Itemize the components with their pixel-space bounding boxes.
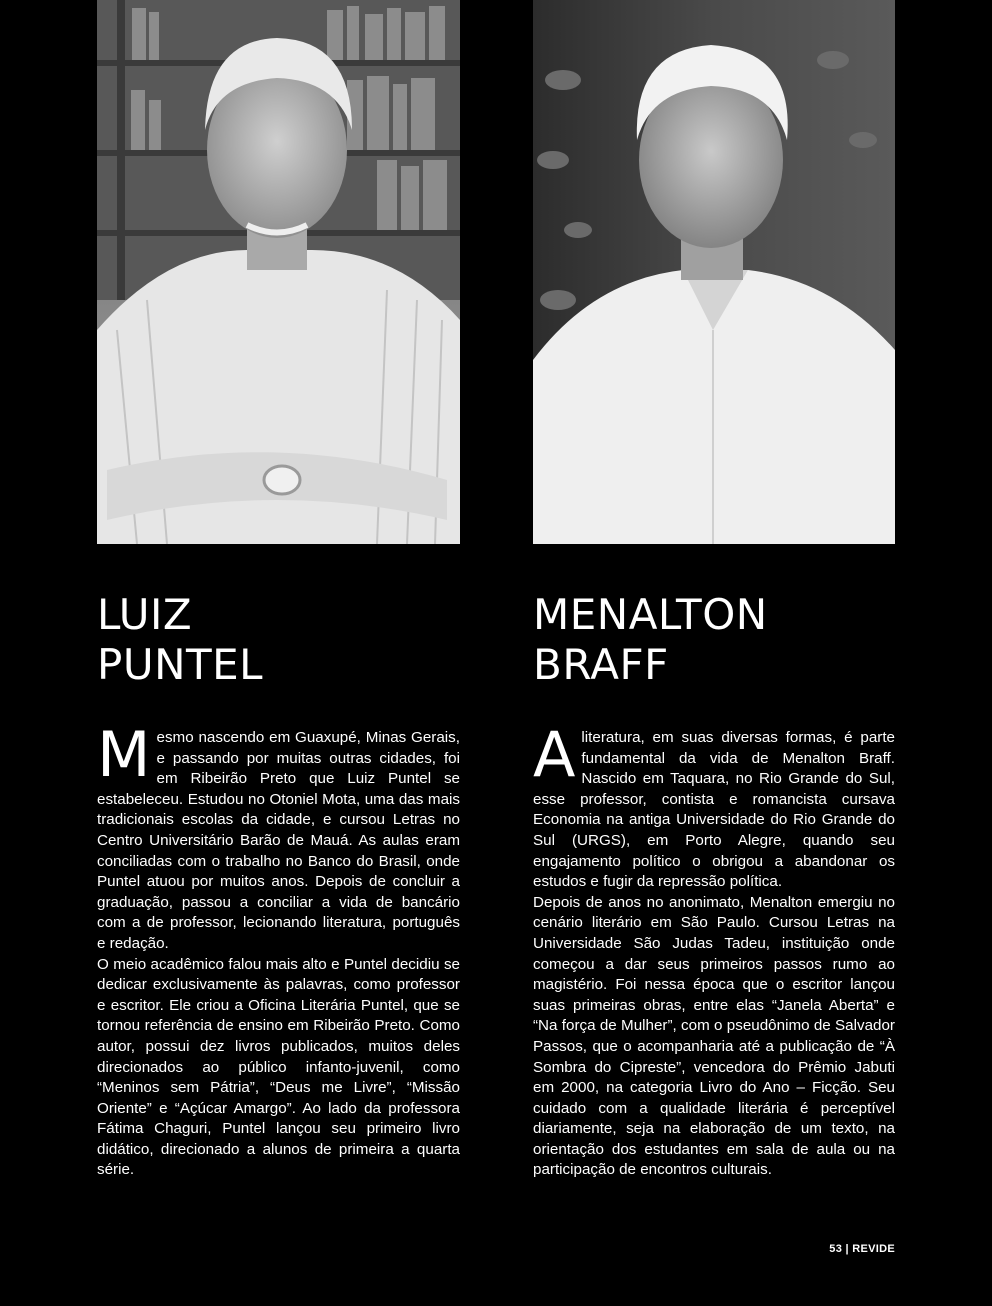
author-name-line2: BRAFF	[533, 640, 669, 689]
portrait-luiz-puntel	[97, 0, 460, 544]
bio-paragraph-1	[97, 718, 460, 955]
author-name-line1: LUIZ	[97, 590, 193, 639]
bio-paragraph-1	[533, 718, 895, 893]
author-name-luiz-puntel	[97, 590, 263, 690]
footer-separator: |	[845, 1243, 849, 1255]
biography-luiz-puntel	[97, 718, 460, 1181]
page-number: 53	[829, 1243, 843, 1255]
bio-paragraph-2: Depois de anos no anonimato, Menalton emergiu no cenário literário em São Paulo. Cursou Letras na Universidade São Judas Tadeu, instituição onde começou a dar seus primeiros passos rumo ao magistério. Foi nessa época que o escritor lançou suas primeiras obras, entre elas “Janela Aberta” e “Na força de Mulher”, com o pseudônimo de Salvador Passos, que o acompanharia até a publicação de “À Sombra do Cipreste”, vencedora do Prêmio Jabuti em 2000, na categoria Livro do Ano – Ficção. Seu cuidado com a qualidade literária é perceptível diariamente, seja na elaboração de um texto, na orientação dos estudantes em sala de aula ou na participação de encontros culturais.	[533, 893, 895, 1179]
bio-paragraph-2: O meio acadêmico falou mais alto e Puntel decidiu se dedicar exclusivamente às palavras, como professor e escritor. Ele criou a Oficina Literária Puntel, que se tornou referência de ensino em Ribeirão Preto. Como autor, possui dez livros publicados, muitos deles direcionados ao público infanto-juvenil, como “Meninos sem Pátria”, “Deus me Livre”, “Missão Oriente” e “Açúcar Amargo”. Ao lado da professora Fátima Chaguri, Puntel lançou seu primeiro livro didático, direcionado a alunos de primeira a quarta série.	[97, 955, 460, 1179]
bio-paragraph-1-text: esmo nascendo em Guaxupé, Minas Gerais, e passando por muitas outras cidades, foi em Ribeirão Preto que Luiz Puntel se estabeleceu. Estudou no Otoniel Mota, uma das mais tradicionais escolas da cidade, e cursou Letras no Centro Universitário Barão de Mauá. As aulas eram conciliadas com o trabalho no Banco do Brasil, onde Puntel atuou por muitos anos. Depois de concluir a graduação, passou a conciliar a vida de bancário com a de professor, lecionando literatura, português e redação.	[97, 729, 460, 952]
biography-menalton-braff	[533, 718, 895, 1181]
drop-cap: M	[97, 718, 151, 791]
author-name-menalton-braff	[533, 590, 768, 690]
magazine-name: REVIDE	[852, 1243, 895, 1255]
portrait-menalton-braff	[533, 0, 895, 544]
drop-cap: A	[533, 718, 576, 791]
bio-paragraph-1-text: literatura, em suas diversas formas, é parte fundamental da vida de Menalton Braff. Nascido em Taquara, no Rio Grande do Sul, esse professor, contista e romancista cursava Economia na antiga Universidade do Rio Grande do Sul (URGS), em Porto Alegre, quando seu engajamento político o obrigou a abandonar os estudos e fugir da repressão política.	[533, 729, 895, 891]
author-name-line2: PUNTEL	[97, 640, 264, 689]
author-name-line1: MENALTON	[533, 590, 768, 639]
page-footer	[829, 1243, 895, 1255]
portrait-luiz-puntel-image	[97, 0, 460, 544]
portrait-menalton-braff-image	[533, 0, 895, 544]
